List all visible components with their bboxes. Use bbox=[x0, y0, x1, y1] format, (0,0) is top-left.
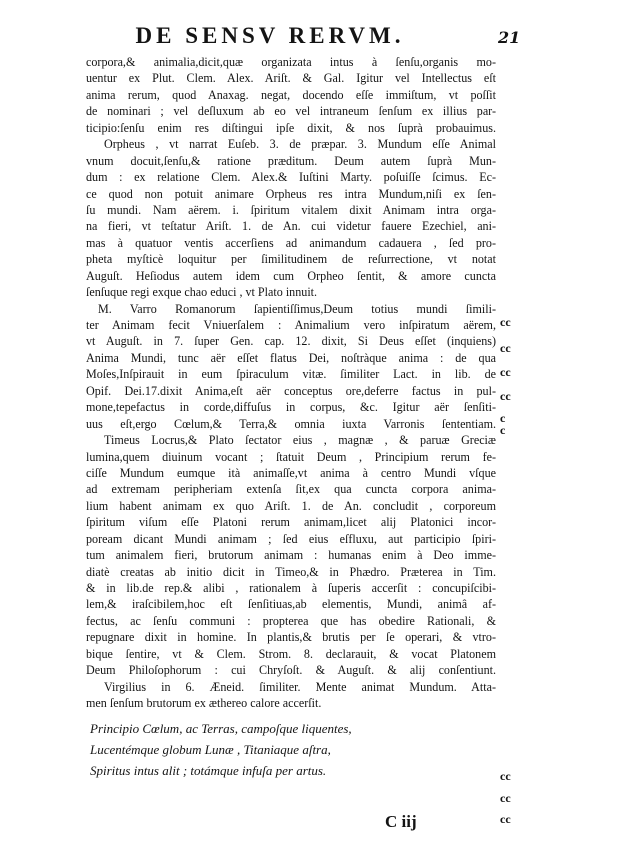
quote-mark: cc bbox=[500, 341, 511, 355]
text-line: Timeus Locrus,& Plato ſectator eius , magnæ , & paruæ Greciæ bbox=[104, 433, 496, 448]
text-line: poream dicant Mundi animam ; ſed eius eſfluxu, aut participio ſpiri- bbox=[86, 531, 496, 546]
verse-quotation bbox=[86, 718, 496, 781]
text-line: vt Auguſt. in 7. ſuper Gen. cap. 12. dixit, Si Deus eſſet (inquiens) bbox=[86, 334, 496, 349]
text-line: ciſſe Mundum eumque ità animaſſe,vt anima à centro Mundi vſque bbox=[86, 465, 496, 480]
text-line: Orpheus , vt narrat Euſeb. 3. de præpar. 3. Mundum eſſe Animal bbox=[104, 137, 496, 152]
text-line: vnum docuit,ſenſu,& ratione præditum. Deum autem ſuprà Mun- bbox=[86, 153, 496, 168]
quote-mark: cc bbox=[500, 315, 511, 329]
text-line: ce quod non potuit animare Orpheus res intra Mundum,niſi ex ſen- bbox=[86, 186, 496, 201]
text-line: uus eſt,ergo Cœlum,& Terra,& omnia iuxta Varronis ſententiam. bbox=[86, 416, 496, 431]
verse-line: Principio Cœlum, ac Terras, campoſque liquentes, bbox=[90, 720, 352, 736]
text-line: M. Varro Romanorum ſapientiſſimus,Deum totius mundi ſimili- bbox=[98, 301, 496, 316]
text-line: fectus, ac ſenſu communi : propterea que has obedire Rationali, & bbox=[86, 613, 496, 628]
text-line: corpora,& animalia,dicit,quæ organizata intus à ſenſu,organis mo- bbox=[86, 55, 496, 69]
verse-quote-mark: cc bbox=[500, 812, 511, 826]
quote-mark: c bbox=[500, 411, 506, 425]
text-line: Auguſt. Heſiodus autem idem cum Orpheo ſentit, & amore cuncta bbox=[86, 268, 496, 283]
verse-quote-mark: cc bbox=[500, 769, 511, 783]
text-line: ſenſuque regi exque chao educi , vt Plato innuit. bbox=[86, 285, 318, 300]
text-line: lium habent animam ex quo Ariſt. 1. de An. concludit , corporeum bbox=[86, 498, 496, 513]
text-line: Opif. Dei.17.dixit Anima,eſt aër conceptus ore,deferre factus in pul- bbox=[86, 383, 496, 398]
quote-mark: c bbox=[500, 423, 506, 437]
text-line: pheta myſticè loquitur per ſimilitudinem de reſurrectione, vt notat bbox=[86, 252, 496, 267]
text-line: Virgilius in 6. Æneid. ſimiliter. Mente animat Mundum. Atta- bbox=[104, 679, 496, 694]
text-line: mone,tepefactus in corde,diffuſus in corpus, &c. Igitur aër ſenſiti- bbox=[86, 400, 496, 415]
text-line: lumina,quem diuinum vocant ; ſtatuit Deum , Principium rerum fe- bbox=[86, 449, 496, 464]
text-line: tum animalem fieri, brutorum animam : humanas enim à Deo imme- bbox=[86, 548, 496, 563]
text-line: ticipio:ſenſu enim res diſtingui ipſe dixit, & nos ſuprà probauimus. bbox=[86, 120, 496, 135]
text-line: ſu mundi. Nam aërem. i. ſpiritum vitalem dixit Animam intra orga- bbox=[86, 202, 496, 217]
signature-mark: C iij bbox=[385, 812, 417, 831]
text-line: dum : ex relatione Clem. Alex.& Iuſtini Marty. poſuiſſe ſcimus. Ec- bbox=[86, 170, 496, 185]
text-line: de nominari ; vel deſluxum ab eo vel intraneum ſenſum ex illius par- bbox=[86, 104, 496, 119]
text-line: mas à quatuor ventis accerſiens ad animandum cadauera , ſed pro- bbox=[86, 235, 496, 250]
text-line: lem,& iraſcibilem,hoc eſt ſenſitiuas,ab elementis, Mundi, animâ af- bbox=[86, 597, 496, 612]
quote-mark: cc bbox=[500, 365, 511, 379]
text-line: na fieri, vt teſtatur Ariſt. 1. de An. cui videtur fauere Ezechiel, ani- bbox=[86, 219, 496, 234]
text-line: Moſes,Inſpirauit in eum ſpiraculum vitæ. ſimiliter Lact. in lib. de bbox=[86, 367, 496, 382]
text-block bbox=[86, 54, 496, 781]
text-line: Deum Philoſophorum : cui Chryſoſt. & Auguſt. & alij conſentiunt. bbox=[86, 663, 496, 678]
text-line: repugnare dixit in homine. In plantis,& brutis per ſe operari, & vtro- bbox=[86, 630, 496, 645]
verse-line: Spiritus intus alit ; totámque infuſa per artus. bbox=[90, 762, 327, 778]
text-line: bique ſentire, vt & Clem. Strom. 8. declarauit, & vocat Platonem bbox=[86, 646, 496, 661]
text-line: anima rerum, quod Anaxag. negat, docendo eſſe immiſtum, vt poſſit bbox=[86, 87, 496, 102]
text-line: & in lib.de rep.& alibi , rationalem à ſuperis accerſit : concupiſcibi- bbox=[86, 581, 496, 595]
verse-quote-mark: cc bbox=[500, 791, 511, 805]
page-number: 21 bbox=[498, 28, 521, 47]
text-line: uentur ex Plut. Clem. Alex. Ariſt. & Gal. Igitur vel Intellectus eſt bbox=[86, 71, 496, 86]
quote-mark: cc bbox=[500, 389, 511, 403]
text-line: ter Animam fecit Vniuerſalem : Animalium vero inſpiratum aërem, bbox=[86, 318, 496, 332]
running-head: DE SENSV RERVM. bbox=[135, 23, 405, 48]
text-line: ſpiritum viſum eſſe Platoni rerum animam,licet alij Platonici incor- bbox=[86, 515, 496, 530]
verse-line: Lucentémque globum Lunæ , Titaniaque aſtra, bbox=[90, 741, 331, 757]
text-line: diatè creatas ab initio dicit in Timeo,& in Phædro. Præterea in Tim. bbox=[86, 564, 496, 579]
text-line: Anima Mundi, tunc aër eſſet flatus Dei, noſtràque anima : de qua bbox=[86, 350, 496, 365]
text-line: men ſenſum brutorum ex æthereo calore accerſit. bbox=[86, 696, 322, 711]
text-line: ad extremam peripheriam extenſa ſit,ex qua cuncta corpora anima- bbox=[86, 482, 496, 497]
